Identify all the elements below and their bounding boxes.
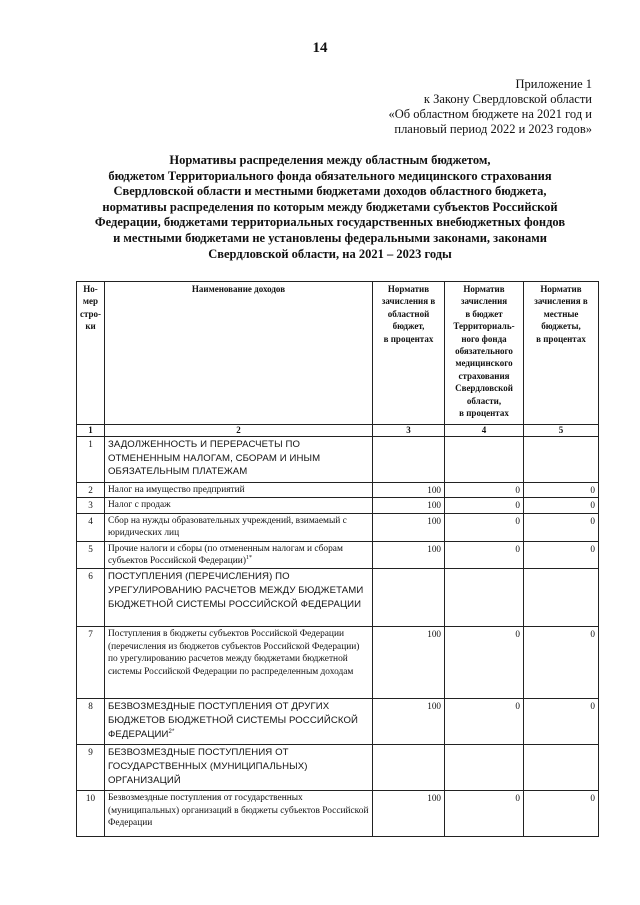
local-budgets-value: 0 xyxy=(524,627,599,699)
page-number: 14 xyxy=(312,40,328,56)
appendix-line: Приложение 1 xyxy=(515,77,592,91)
appendix-line: плановый период 2022 и 2023 годов» xyxy=(394,122,592,136)
local-budgets-value: 0 xyxy=(524,513,599,541)
table-row xyxy=(77,627,599,699)
income-name xyxy=(105,745,373,791)
income-name xyxy=(105,437,373,483)
income-name-text: БЕЗВОЗМЕЗДНЫЕ ПОСТУПЛЕНИЯ ОТ ГОСУДАРСТВЕННЫХ (МУНИЦИПАЛЬНЫХ) ОРГАНИЗАЦИЙ xyxy=(108,747,308,786)
title-line: бюджетом Территориального фонда обязательного медицинского страхования xyxy=(108,168,552,183)
header-tfoms-budget: Норматив зачисления в бюджет Территориаль- ного фонда обязательного медицинского страхования Свердловской области, в процентах xyxy=(445,282,524,425)
table-row xyxy=(77,541,599,569)
title-line: Свердловской области, на 2021 – 2023 годы xyxy=(208,246,452,261)
income-name xyxy=(105,483,373,498)
local-budgets-value xyxy=(524,437,599,483)
table-row xyxy=(77,437,599,483)
title-line: Нормативы распределения между областным бюджетом, xyxy=(169,153,491,167)
regional-budget-value xyxy=(373,745,445,791)
tfoms-budget-value: 0 xyxy=(445,513,524,541)
row-number: 3 xyxy=(77,498,105,513)
tfoms-budget-value xyxy=(445,569,524,627)
tfoms-budget-value: 0 xyxy=(445,627,524,699)
column-number-row xyxy=(77,425,599,437)
tfoms-budget-value: 0 xyxy=(445,498,524,513)
row-number: 7 xyxy=(77,627,105,699)
document-title xyxy=(80,153,580,262)
local-budgets-value: 0 xyxy=(524,541,599,569)
table-row xyxy=(77,513,599,541)
appendix-line: «Об областном бюджете на 2021 год и xyxy=(388,107,592,121)
table-row xyxy=(77,483,599,498)
row-number: 8 xyxy=(77,699,105,745)
row-number: 5 xyxy=(77,541,105,569)
title-line: Федерации, бюджетами территориальных государственных внебюджетных фондов xyxy=(94,215,566,230)
income-name-text: Сбор на нужды образовательных учреждений, взимаемый с юридических лиц xyxy=(108,515,347,539)
income-name-text: Поступления в бюджеты субъектов Российской Федерации (перечисления из бюджетов субъектов Российской Федерации) по урегулированию расчетов между бюджетами бюджетной системы Российской Федерации по распределенным доходам xyxy=(108,629,360,677)
regional-budget-value: 100 xyxy=(373,699,445,745)
regional-budget-value: 100 xyxy=(373,791,445,837)
income-name xyxy=(105,513,373,541)
regional-budget-value: 100 xyxy=(373,498,445,513)
header-local-budgets: Норматив зачисления в местные бюджеты, в процентах xyxy=(524,282,599,425)
tfoms-budget-value: 0 xyxy=(445,791,524,837)
income-name xyxy=(105,569,373,627)
local-budgets-value xyxy=(524,569,599,627)
income-name xyxy=(105,541,373,569)
column-number: 5 xyxy=(524,425,599,437)
tfoms-budget-value: 0 xyxy=(445,483,524,498)
local-budgets-value: 0 xyxy=(524,498,599,513)
row-number: 10 xyxy=(77,791,105,837)
title-line: и местными бюджетами не установлены федеральными законами, законами xyxy=(113,230,547,245)
regional-budget-value: 100 xyxy=(373,483,445,498)
row-number: 9 xyxy=(77,745,105,791)
tfoms-budget-value: 0 xyxy=(445,699,524,745)
income-name xyxy=(105,791,373,837)
regional-budget-value: 100 xyxy=(373,541,445,569)
table-row xyxy=(77,745,599,791)
regional-budget-value xyxy=(373,569,445,627)
revenue-standards-table xyxy=(76,281,599,837)
table-body xyxy=(77,437,599,837)
local-budgets-value: 0 xyxy=(524,483,599,498)
header-regional-budget: Норматив зачисления в областной бюджет, в процентах xyxy=(373,282,445,425)
appendix-reference xyxy=(332,77,592,137)
local-budgets-value xyxy=(524,745,599,791)
tfoms-budget-value: 0 xyxy=(445,541,524,569)
row-number: 6 xyxy=(77,569,105,627)
table-row xyxy=(77,498,599,513)
income-name xyxy=(105,498,373,513)
income-name-text: ЗАДОЛЖЕННОСТЬ И ПЕРЕРАСЧЕТЫ ПО ОТМЕНЕННЫМ НАЛОГАМ, СБОРАМ И ИНЫМ ОБЯЗАТЕЛЬНЫМ ПЛАТЕЖАМ xyxy=(108,439,321,478)
table-row xyxy=(77,699,599,745)
local-budgets-value: 0 xyxy=(524,699,599,745)
row-number: 1 xyxy=(77,437,105,483)
table-header-row xyxy=(77,282,599,425)
regional-budget-value xyxy=(373,437,445,483)
footnote-mark: 1* xyxy=(245,554,252,561)
appendix-line: к Закону Свердловской области xyxy=(423,92,592,106)
income-name-text: Безвозмездные поступления от государственных (муниципальных) организаций в бюджеты субъектов Российской Федерации xyxy=(108,793,369,829)
column-number: 2 xyxy=(105,425,373,437)
table-row xyxy=(77,569,599,627)
income-name-text: Прочие налоги и сборы (по отмененным налогам и сборам субъектов Российской Федерации) xyxy=(108,543,343,567)
income-name-text: Налог на имущество предприятий xyxy=(108,485,245,495)
regional-budget-value: 100 xyxy=(373,627,445,699)
income-name-text: Налог с продаж xyxy=(108,500,171,511)
header-income-name: Наименование доходов xyxy=(105,282,373,425)
income-name xyxy=(105,699,373,745)
column-number: 3 xyxy=(373,425,445,437)
title-line: Свердловской области и местными бюджетами доходов областного бюджета, xyxy=(113,184,547,199)
table-row xyxy=(77,791,599,837)
row-number: 4 xyxy=(77,513,105,541)
row-number: 2 xyxy=(77,483,105,498)
tfoms-budget-value xyxy=(445,437,524,483)
regional-budget-value: 100 xyxy=(373,513,445,541)
income-name-text: ПОСТУПЛЕНИЯ (ПЕРЕЧИСЛЕНИЯ) ПО УРЕГУЛИРОВАНИЮ РАСЧЕТОВ МЕЖДУ БЮДЖЕТАМИ БЮДЖЕТНОЙ СИСТЕМЫ РОССИЙСКОЙ ФЕДЕРАЦИИ xyxy=(108,571,364,610)
local-budgets-value: 0 xyxy=(524,791,599,837)
column-number: 1 xyxy=(77,425,105,437)
tfoms-budget-value xyxy=(445,745,524,791)
header-row-number: Но- мер стро- ки xyxy=(77,282,105,425)
income-name-text: БЕЗВОЗМЕЗДНЫЕ ПОСТУПЛЕНИЯ ОТ ДРУГИХ БЮДЖЕТОВ БЮДЖЕТНОЙ СИСТЕМЫ РОССИЙСКОЙ ФЕДЕРАЦИИ xyxy=(108,701,359,740)
income-name xyxy=(105,627,373,699)
column-number: 4 xyxy=(445,425,524,437)
title-line: нормативы распределения по которым между бюджетами субъектов Российской xyxy=(102,199,558,214)
footnote-mark: 2* xyxy=(168,728,175,735)
